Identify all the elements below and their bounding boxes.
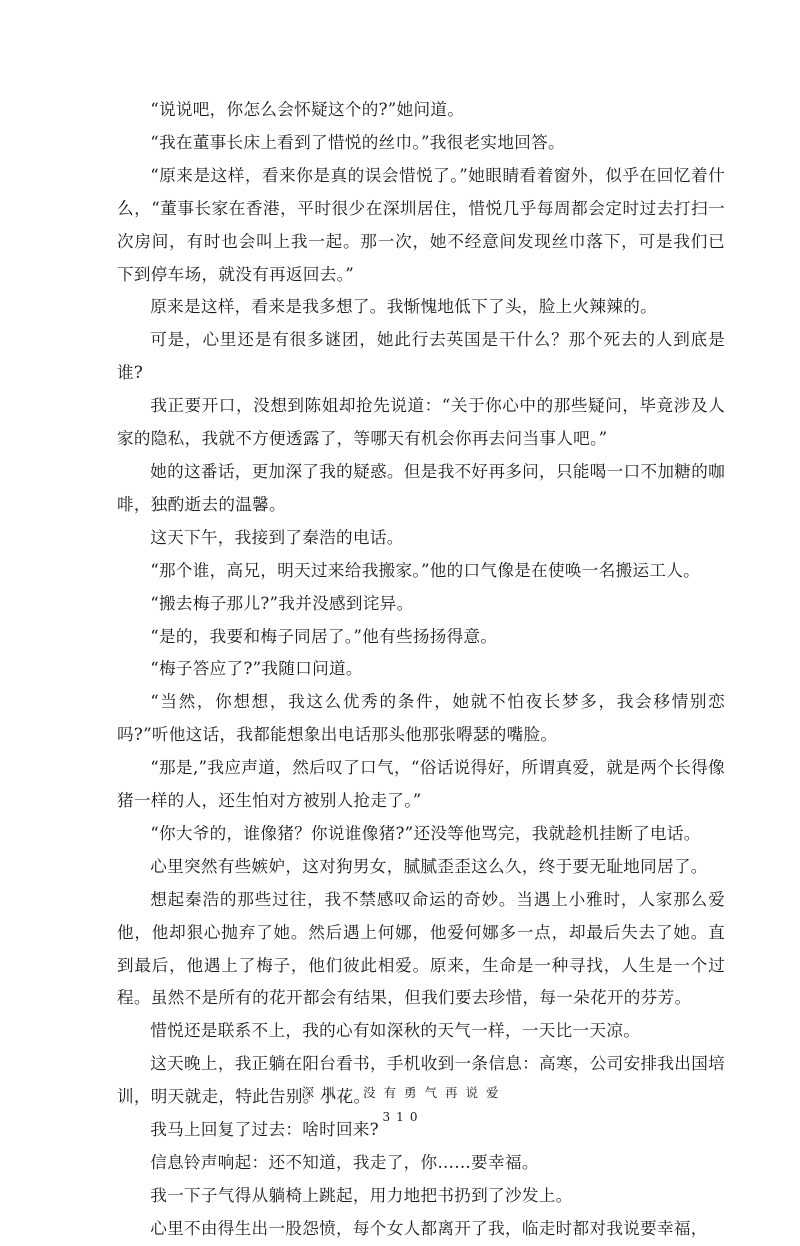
paragraph: 可是，心里还是有很多谜团，她此行去英国是干什么？那个死去的人到底是谁? xyxy=(117,330,725,383)
running-footer-book-title: 深圳，没有勇气再说爱 xyxy=(301,1085,507,1100)
paragraph: “原来是这样，看来你是真的误会惜悦了。”她眼睛看着窗外，似乎在回忆着什么，“董事长家在香港，平时很少在深圳居住，惜悦几乎每周都会定时过去打扫一次房间，有时也会叫上我一起。那一次，她不经意间发现丝巾落下，可是我们已下到停车场，就没有再返回去。” xyxy=(117,165,725,284)
paragraph: 想起秦浩的那些过往，我不禁感叹命运的奇妙。当遇上小雅时，人家那么爱他，他却狠心抛弃了她。然后遇上何娜，他爱何娜多一点，却最后失去了她。直到最后，他遇上了梅子，他们彼此相爱。原来，生命是一种寻找，人生是一个过程。虽然不是所有的花开都会有结果，但我们要去珍惜，每一朵花开的芬芳。 xyxy=(117,889,725,1008)
paragraph: 我一下子气得从躺椅上跳起，用力地把书扔到了沙发上。 xyxy=(150,1185,573,1205)
paragraph: 惜悦还是联系不上，我的心有如深秋的天气一样，一天比一天凉。 xyxy=(150,1021,641,1041)
paragraph: 信息铃声响起：还不知道，我走了，你……要幸福。 xyxy=(150,1153,539,1172)
paragraph: 我马上回复了过去：啥时回来? xyxy=(150,1120,380,1140)
paragraph: “我在董事长床上看到了惜悦的丝巾。”我很老实地回答。 xyxy=(150,132,565,152)
page-number: 310 xyxy=(382,1110,424,1124)
paragraph: 她的这番话，更加深了我的疑惑。但是我不好再多问，只能喝一口不加糖的咖啡，独酌逝去的温馨。 xyxy=(117,461,725,514)
paragraph: 原来是这样，看来是我多想了。我惭愧地低下了头，脸上火辣辣的。 xyxy=(150,297,657,317)
paragraph: “是的，我要和梅子同居了。”他有些扬扬得意。 xyxy=(150,626,498,646)
paragraph: “说说吧，你怎么会怀疑这个的?”她问道。 xyxy=(150,100,465,119)
paragraph: 这天下午，我接到了秦浩的电话。 xyxy=(150,527,404,547)
paragraph: 心里不由得生出一股怨愤，每个女人都离开了我，临走时都对我说要幸福， xyxy=(150,1218,708,1238)
paragraph: 这天晚上，我正躺在阳台看书，手机收到一条信息：高寒，公司安排我出国培训，明天就走，特此告别。小花。 xyxy=(117,1054,725,1107)
paragraph: 心里突然有些嫉妒，这对狗男女，腻腻歪歪这么久，终于要无耻地同居了。 xyxy=(150,856,708,876)
paragraph: “你大爷的，谁像猪？你说谁像猪?”还没等他骂完，我就趁机挂断了电话。 xyxy=(150,823,701,843)
paragraph: “搬去梅子那儿?”我并没感到诧异。 xyxy=(150,593,414,613)
paragraph: “当然，你想想，我这么优秀的条件，她就不怕夜长梦多，我会移情别恋吗?”听他这话，我都能想象出电话那头他那张嘚瑟的嘴脸。 xyxy=(117,692,725,745)
body-text xyxy=(117,94,725,1246)
paragraph: “那个谁，高兄，明天过来给我搬家。”他的口气像是在使唤一名搬运工人。 xyxy=(150,560,701,580)
paragraph: “那是,”我应声道，然后叹了口气，“俗话说得好，所谓真爱，就是两个长得像猪一样的人，还生怕对方被别人抢走了。” xyxy=(117,758,725,811)
paragraph: 我正要开口，没想到陈姐却抢先说道：“关于你心中的那些疑问，毕竟涉及人家的隐私，我就不方便透露了，等哪天有机会你再去问当事人吧。” xyxy=(117,396,725,449)
paragraph: “梅子答应了?”我随口问道。 xyxy=(150,659,363,679)
